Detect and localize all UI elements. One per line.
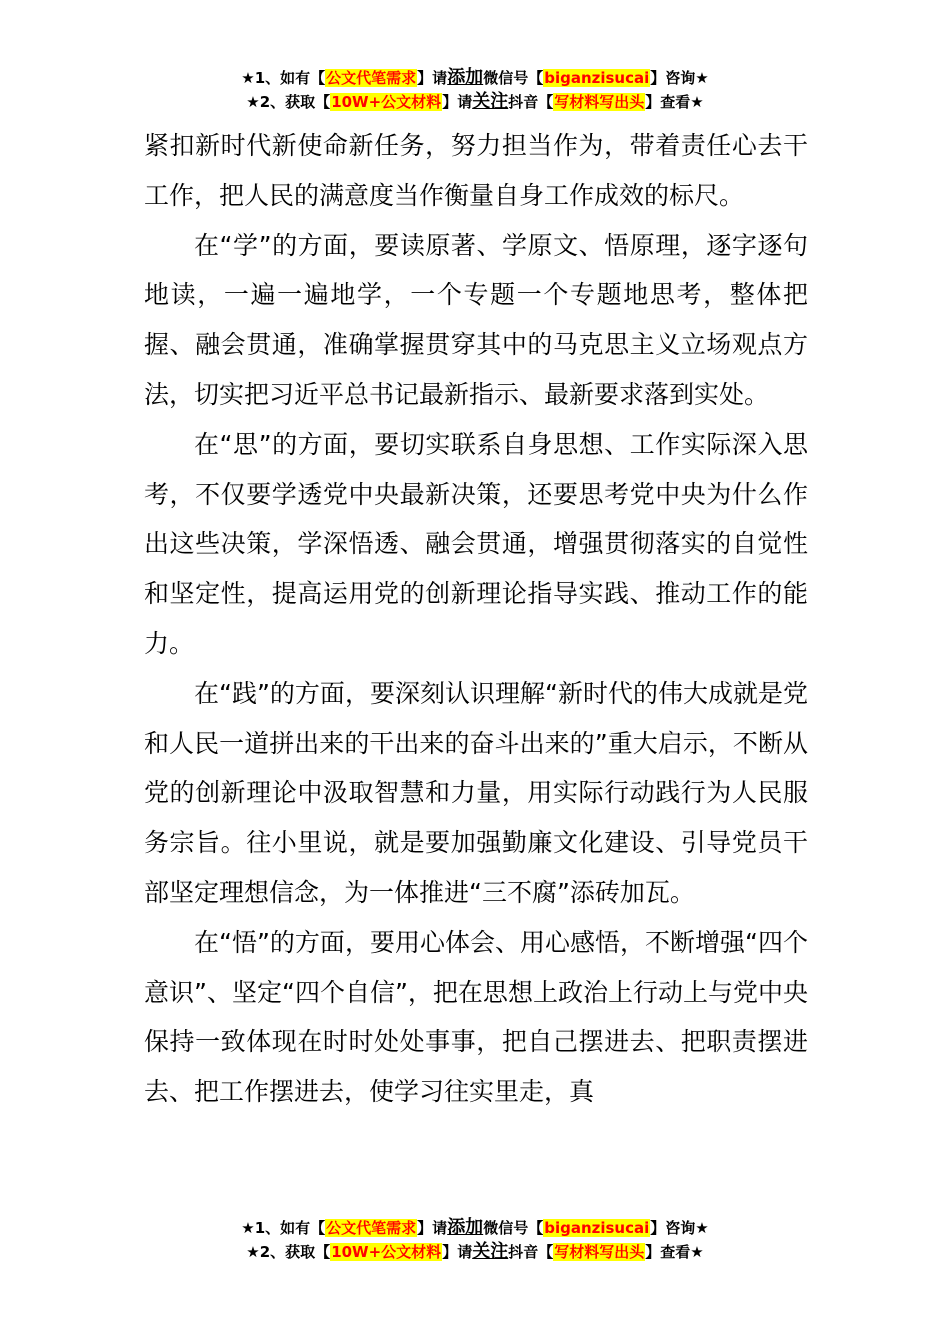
banner-line-2 bbox=[0, 90, 950, 114]
footer-highlight-douyin-account: 写材料写出头 bbox=[554, 1243, 645, 1261]
banner-underline-follow: 关注 bbox=[472, 91, 509, 112]
footer-banner bbox=[0, 1216, 950, 1264]
footer-line-1-mid: 】请 bbox=[417, 1219, 448, 1237]
footer-line-1 bbox=[0, 1216, 950, 1240]
banner-line-1-mid2: 微信号【 bbox=[483, 69, 544, 87]
footer-line-1-mid2: 微信号【 bbox=[483, 1219, 544, 1237]
footer-line-1-suffix: 】咨询★ bbox=[650, 1219, 709, 1237]
banner-line-2-suffix: 】查看★ bbox=[645, 93, 704, 111]
footer-highlight-materials: 10W+公文材料 bbox=[331, 1243, 442, 1261]
header-banner bbox=[0, 66, 950, 114]
footer-highlight-service: 公文代笔需求 bbox=[326, 1219, 417, 1237]
banner-line-1-mid: 】请 bbox=[417, 69, 448, 87]
banner-highlight-douyin-account: 写材料写出头 bbox=[554, 93, 645, 111]
paragraph-continuation: 紧扣新时代新使命新任务，努力担当作为，带着责任心去干工作，把人民的满意度当作衡量自身工作成效的标尺。 bbox=[144, 131, 808, 210]
paragraph-realize: 在“悟”的方面，要用心体会、用心感悟，不断增强“四个意识”、坚定“四个自信”，把在思想上政治上行动上与党中央保持一致体现在时时处处事事，把自己摆进去、把职责摆进去、把工作摆进去，使学习往实里走，真 bbox=[144, 927, 808, 1107]
banner-line-2-prefix: ★2、获取【 bbox=[246, 93, 331, 111]
footer-line-2 bbox=[0, 1240, 950, 1264]
paragraph-study: 在“学”的方面，要读原著、学原文、悟原理，逐字逐句地读，一遍一遍地学，一个专题一个专题地思考，整体把握、融会贯通，准确掌握贯穿其中的马克思主义立场观点方法，切实把习近平总书记最新指示、最新要求落到实处。 bbox=[144, 230, 808, 409]
paragraph-think: 在“思”的方面，要切实联系自身思想、工作实际深入思考，不仅要学透党中央最新决策，还要思考党中央为什么作出这些决策，学深悟透、融会贯通，增强贯彻落实的自觉性和坚定性，提高运用党的创新理论指导实践、推动工作的能力。 bbox=[144, 429, 808, 658]
banner-highlight-service: 公文代笔需求 bbox=[326, 69, 417, 87]
banner-highlight-wechat-id: biganzisucai bbox=[544, 69, 650, 87]
footer-underline-add: 添加 bbox=[447, 1217, 484, 1238]
footer-line-2-mid: 】请 bbox=[442, 1243, 473, 1261]
footer-line-2-mid2: 抖音【 bbox=[508, 1243, 554, 1261]
footer-underline-follow: 关注 bbox=[472, 1241, 509, 1262]
paragraph-practice: 在“践”的方面，要深刻认识理解“新时代的伟大成就是党和人民一道拼出来的干出来的奋斗出来的”重大启示，不断从党的创新理论中汲取智慧和力量，用实际行动践行为人民服务宗旨。往小里说，就是要加强勤廉文化建设、引导党员干部坚定理想信念，为一体推进“三不腐”添砖加瓦。 bbox=[144, 678, 808, 907]
banner-line-2-mid: 】请 bbox=[442, 93, 473, 111]
footer-line-2-prefix: ★2、获取【 bbox=[246, 1243, 331, 1261]
banner-line-1-prefix: ★1、如有【 bbox=[241, 69, 326, 87]
footer-line-1-prefix: ★1、如有【 bbox=[241, 1219, 326, 1237]
footer-line-2-suffix: 】查看★ bbox=[645, 1243, 704, 1261]
banner-highlight-materials: 10W+公文材料 bbox=[331, 93, 442, 111]
banner-line-1-suffix: 】咨询★ bbox=[650, 69, 709, 87]
banner-line-2-mid2: 抖音【 bbox=[508, 93, 554, 111]
footer-highlight-wechat-id: biganzisucai bbox=[544, 1219, 650, 1237]
banner-underline-add: 添加 bbox=[447, 67, 484, 88]
banner-line-1 bbox=[0, 66, 950, 90]
document-body bbox=[144, 121, 808, 1117]
